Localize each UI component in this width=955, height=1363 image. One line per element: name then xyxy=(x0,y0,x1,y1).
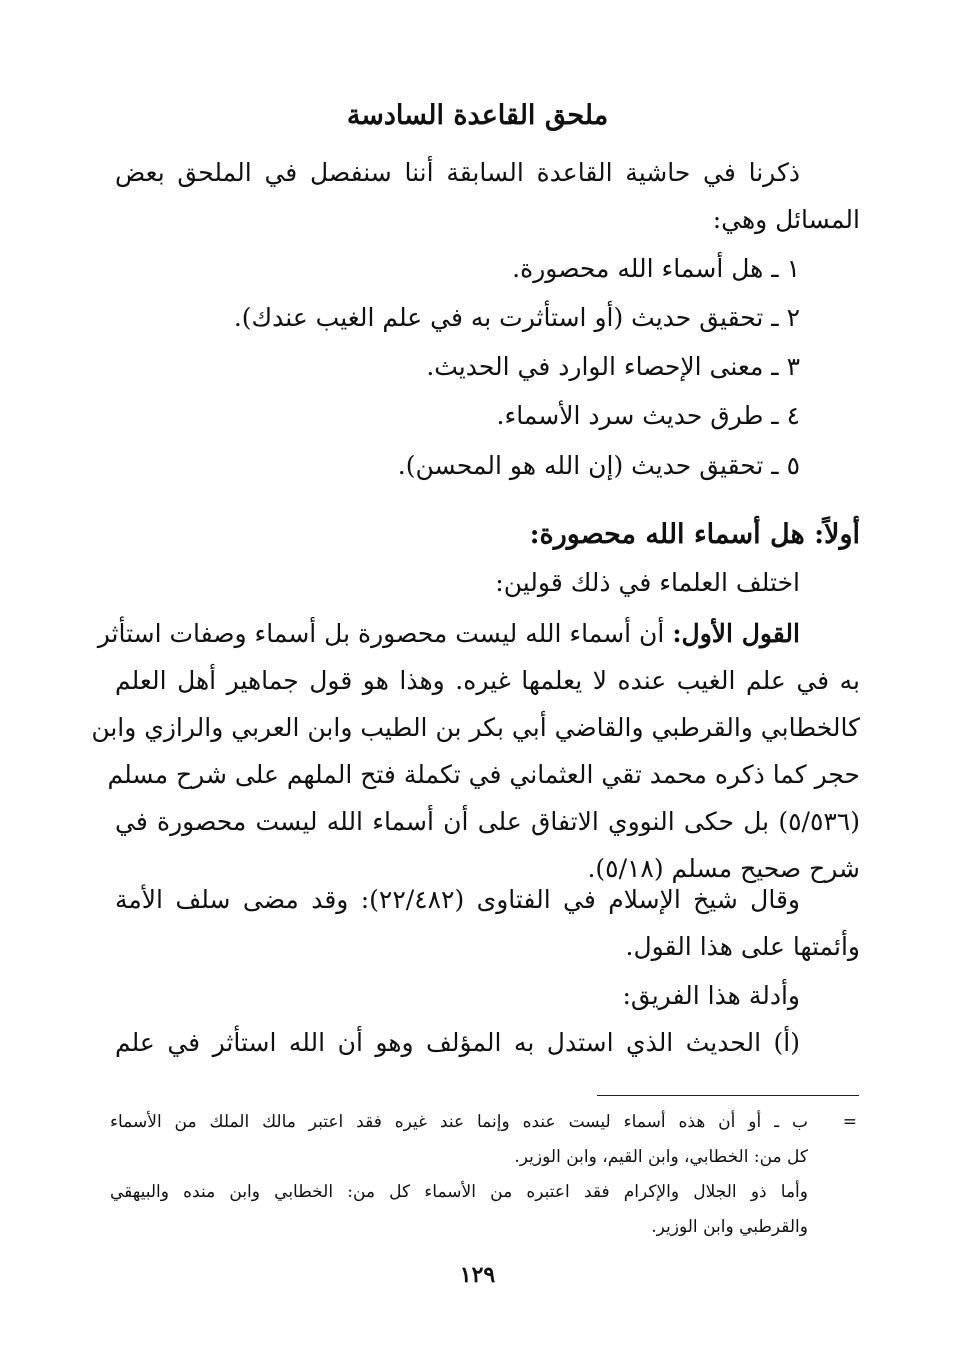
footnote-line: وأما ذو الجلال والإكرام فقد اعتبره من الأسماء كل من: الخطابي وابن منده والبيهقي xyxy=(110,1182,808,1202)
list-item: ٥ ـ تحقيق حديث (إن الله هو المحسن). xyxy=(397,451,800,480)
footnote-line: كل من: الخطابي، وابن القيم، وابن الوزير. xyxy=(514,1147,808,1167)
page-title: ملحق القاعدة السادسة xyxy=(346,100,609,131)
evidence-item-a: (أ) الحديث الذي استدل به المؤلف وهو أن الله استأثر في علم xyxy=(115,1028,800,1057)
footnote-line: والقرطبي وابن الوزير. xyxy=(651,1217,808,1237)
list-item: ١ ـ هل أسماء الله محصورة. xyxy=(512,254,800,283)
sheikh-quote-line-2: وأئمتها على هذا القول. xyxy=(625,932,860,961)
list-item: ٢ ـ تحقيق حديث (أو استأثرت به في علم الغيب عندك). xyxy=(233,303,800,332)
intro-line-1: ذكرنا في حاشية القاعدة السابقة أننا سنفصل في الملحق بعض xyxy=(115,158,800,187)
sheikh-quote-line-1: وقال شيخ الإسلام في الفتاوى (٢٢/٤٨٢): وقد مضى سلف الأمة xyxy=(115,885,800,914)
list-item: ٣ ـ معنى الإحصاء الوارد في الحديث. xyxy=(426,352,800,381)
first-opinion-text: أن أسماء الله ليست محصورة بل أسماء وصفات استأثر xyxy=(97,619,665,648)
first-opinion-label: القول الأول: xyxy=(672,619,800,648)
footnote-separator xyxy=(597,1095,859,1096)
first-opinion-line: شرح صحيح مسلم (٥/١٨). xyxy=(587,854,860,883)
footnote-line: ب ـ أو أن هذه أسماء ليست عنده وإنما عند غيره فقد اعتبر مالك الملك من الأسماء xyxy=(110,1112,808,1132)
first-opinion-line: حجر كما ذكره محمد تقي العثماني في تكملة فتح الملهم على شرح مسلم xyxy=(107,760,860,789)
footnote-continuation-marker: = xyxy=(842,1112,857,1132)
first-opinion-line: (٥/٥٣٦) بل حكى النووي الاتفاق على أن أسماء الله ليست محصورة في xyxy=(115,807,860,836)
first-opinion-line: به في علم الغيب عنده لا يعلمها غيره. وهذا هو قول جماهير أهل العلم xyxy=(115,666,860,695)
list-item: ٤ ـ طرق حديث سرد الأسماء. xyxy=(496,401,800,430)
first-opinion-line-1 xyxy=(97,617,800,651)
page-number: ١٢٩ xyxy=(459,1262,496,1288)
section-heading: أولاً: هل أسماء الله محصورة: xyxy=(529,519,860,550)
evidence-heading: وأدلة هذا الفريق: xyxy=(622,981,800,1010)
paragraph-intro: اختلف العلماء في ذلك قولين: xyxy=(495,568,800,597)
first-opinion-line: كالخطابي والقرطبي والقاضي أبي بكر بن الطيب وابن العربي والرازي وابن xyxy=(91,713,860,742)
intro-line-2: المسائل وهي: xyxy=(712,205,860,234)
